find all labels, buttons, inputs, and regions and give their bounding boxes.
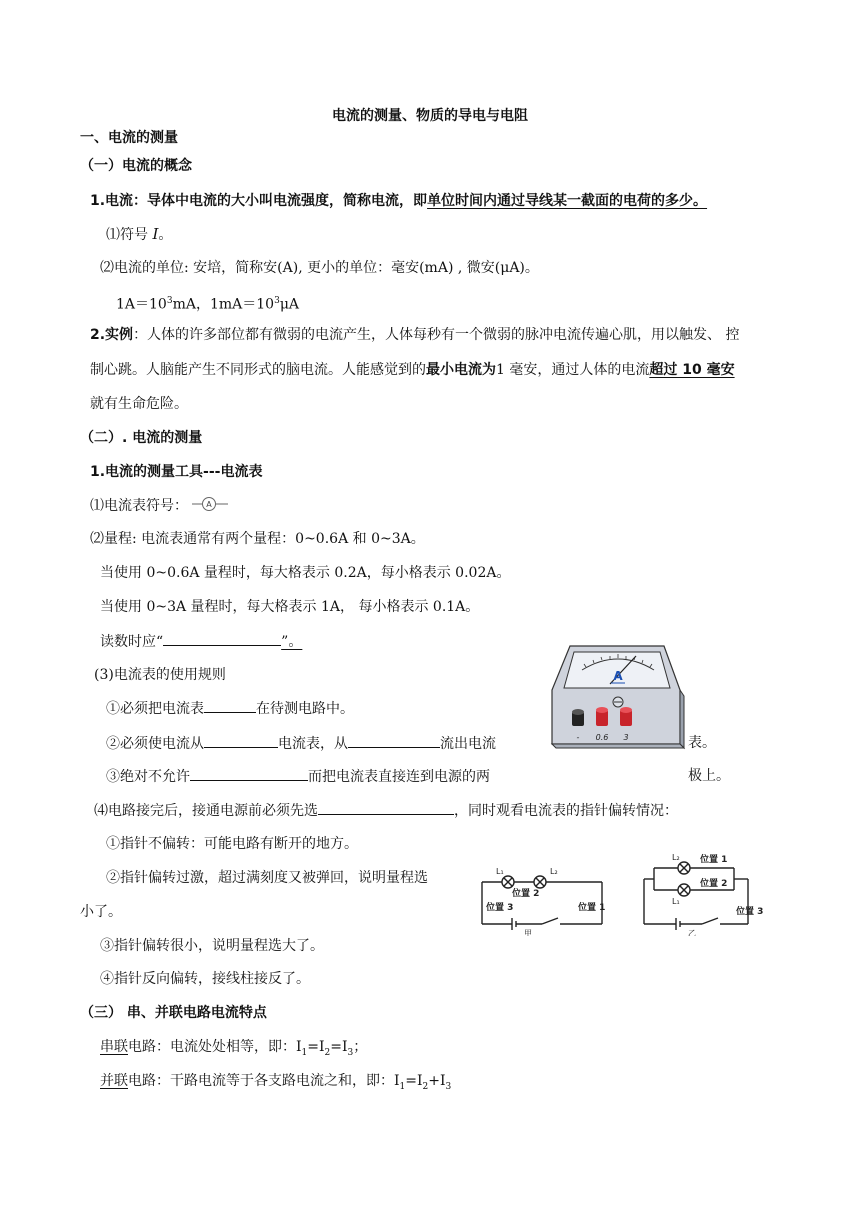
symbol-end: 。 — [158, 227, 173, 243]
svg-text:位置 1: 位置 1 — [578, 903, 606, 913]
check-text-a: ⑷电路接完后，接通电源前必须先选 — [94, 803, 318, 819]
series-eq-2: =I — [330, 1039, 348, 1055]
definition-text: 1.电流：导体中电流的大小叫电流强度，简称电流，即 — [90, 193, 428, 209]
rule-1-blank — [204, 698, 256, 713]
rule-3-text-a: ③绝对不允许 — [106, 769, 190, 785]
series-sub-2: 2 — [324, 1047, 331, 1058]
conv-a: 1A＝10 — [116, 296, 167, 313]
definition-line — [90, 191, 717, 211]
series-sub-3: 3 — [347, 1047, 354, 1058]
example-min-current: 最小电流为 — [426, 362, 496, 378]
series-eq-end: ； — [353, 1039, 368, 1055]
conv-b: mA，1mA＝10 — [172, 296, 275, 313]
range-small-line: 当使用 0~0.6A 量程时，每大格表示 0.2A，每小格表示 0.02A。 — [100, 565, 511, 581]
svg-text:-: - — [576, 733, 580, 742]
check-case-2: ②指针偏转过激，超过满刻度又被弹回，说明量程选 — [106, 870, 428, 886]
check-case-1: ①指针不偏转：可能电路有断开的地方。 — [106, 836, 358, 852]
rule-2-text-c: 流出电流 — [440, 736, 496, 752]
symbol-italic: I — [152, 225, 159, 243]
svg-text:位置 2: 位置 2 — [700, 879, 728, 889]
rule-2-text-a: ②必须使电流从 — [106, 736, 204, 752]
range-line: ⑵量程: 电流表通常有两个量程：0~0.6A 和 0~3A。 — [90, 531, 425, 547]
parallel-sub-3: 3 — [445, 1081, 452, 1092]
example-line-3: 就有生命危险。 — [90, 396, 188, 412]
series-rule — [100, 1037, 367, 1063]
section-heading-1: 一、电流的测量 — [80, 130, 178, 146]
series-eq-1: =I — [307, 1039, 325, 1055]
example-text-1: ：人体的许多部位都有微弱的电流产生，人体每秒有一个微弱的脉冲电流传遍心肌，用以触发、 控 — [133, 327, 740, 343]
example-line-2 — [90, 360, 735, 380]
series-label: 串联 — [100, 1039, 128, 1055]
parallel-sub-2: 2 — [422, 1081, 429, 1092]
reading-text: 读数时应“ — [100, 634, 164, 650]
subsection-heading-3: （三） 串、并联电路电流特点 — [80, 1005, 267, 1021]
conv-exp-2: 3 — [274, 296, 280, 306]
ammeter-symbol-icon — [192, 496, 228, 512]
rule-1-text-b: 在待测电路中。 — [256, 701, 354, 717]
symbol-line — [106, 224, 172, 245]
usage-rules-heading: (3)电流表的使用规则 — [94, 667, 226, 683]
range-large-line: 当使用 0~3A 量程时，每大格表示 1A， 每小格表示 0.1A。 — [100, 599, 480, 615]
rule-2-text-b: 电流表，从 — [278, 736, 348, 752]
svg-text:位置 1: 位置 1 — [700, 855, 728, 865]
parallel-label: 并联 — [100, 1073, 128, 1089]
svg-text:A: A — [613, 669, 623, 683]
parallel-sub-1: 1 — [399, 1081, 406, 1092]
svg-text:位置 2: 位置 2 — [512, 889, 540, 899]
example-danger-current: 超过 10 毫安 — [649, 362, 735, 378]
svg-text:L₂: L₂ — [672, 853, 680, 862]
rule-1 — [106, 698, 354, 719]
rule-3-text-b: 而把电流表直接连到电源的两 — [308, 769, 490, 785]
svg-text:位置 3: 位置 3 — [736, 907, 764, 917]
svg-text:甲: 甲 — [524, 929, 532, 936]
check-text-b: ，同时观看电流表的指针偏转情况： — [454, 803, 678, 819]
check-case-2-cont: 小了。 — [80, 904, 122, 920]
conversion-line — [116, 291, 299, 315]
check-blank — [318, 800, 454, 815]
measuring-tool-heading: 1.电流的测量工具---电流表 — [90, 464, 263, 480]
parallel-eq-2: +I — [428, 1073, 446, 1089]
rule-3 — [106, 766, 490, 787]
rule-2 — [106, 733, 496, 754]
rule-2-end: 表。 — [688, 735, 716, 751]
subsection-heading-1: （一）电流的概念 — [80, 158, 192, 174]
page-title: 电流的测量、物质的导电与电阻 — [332, 108, 528, 124]
conv-c: μA — [279, 296, 300, 313]
rule-2-blank-1 — [204, 733, 278, 748]
check-case-3: ③指针偏转很小，说明量程选大了。 — [100, 938, 324, 954]
check-line — [94, 800, 678, 821]
parallel-eq-1: =I — [405, 1073, 423, 1089]
rule-3-blank — [190, 766, 308, 781]
example-line-1 — [90, 325, 740, 345]
symbol-text: ⑴符号 — [106, 227, 153, 243]
parallel-rule — [94, 1071, 451, 1097]
svg-text:A: A — [206, 500, 213, 509]
series-sub-1: 1 — [301, 1047, 308, 1058]
parallel-circuit-diagram — [636, 850, 776, 940]
rule-3-end: 极上。 — [688, 768, 730, 784]
example-label: 2.实例 — [90, 327, 134, 343]
unit-line: ⑵电流的单位: 安培，简称安(A), 更小的单位：毫安(mA) , 微安(μA)。 — [100, 260, 539, 276]
svg-text:乙: 乙 — [688, 929, 696, 936]
example-text-2: 制心跳。人脑能产生不同形式的脑电流。人能感觉到的 — [90, 362, 426, 378]
ammeter-image — [548, 640, 688, 756]
svg-text:0.6: 0.6 — [595, 733, 609, 742]
svg-text:L₁: L₁ — [672, 897, 680, 906]
rule-2-blank-2 — [348, 733, 440, 748]
reading-end: ”。 — [281, 634, 303, 650]
series-circuit-diagram — [470, 860, 620, 940]
reading-blank — [163, 631, 281, 646]
ammeter-symbol-line — [90, 496, 228, 516]
subsection-heading-2: （二）. 电流的测量 — [80, 430, 203, 446]
svg-text:L₁: L₁ — [496, 867, 504, 876]
svg-text:位置 3: 位置 3 — [486, 903, 514, 913]
svg-text:3: 3 — [623, 733, 629, 742]
parallel-text: 电路：干路电流等于各支路电流之和，即：I — [128, 1073, 400, 1089]
svg-text:L₂: L₂ — [550, 867, 558, 876]
example-text-3: 1 毫安，通过人体的电流 — [496, 362, 650, 378]
series-text: 电路：电流处处相等，即：I — [128, 1039, 302, 1055]
check-case-4: ④指针反向偏转，接线柱接反了。 — [100, 971, 310, 987]
conv-exp-1: 3 — [166, 296, 173, 306]
rule-1-text-a: ①必须把电流表 — [106, 701, 204, 717]
definition-underlined: 单位时间内通过导线某一截面的电荷的多少。 — [427, 193, 708, 209]
ammeter-symbol-label: ⑴电流表符号： — [90, 498, 188, 514]
reading-line — [100, 631, 312, 652]
